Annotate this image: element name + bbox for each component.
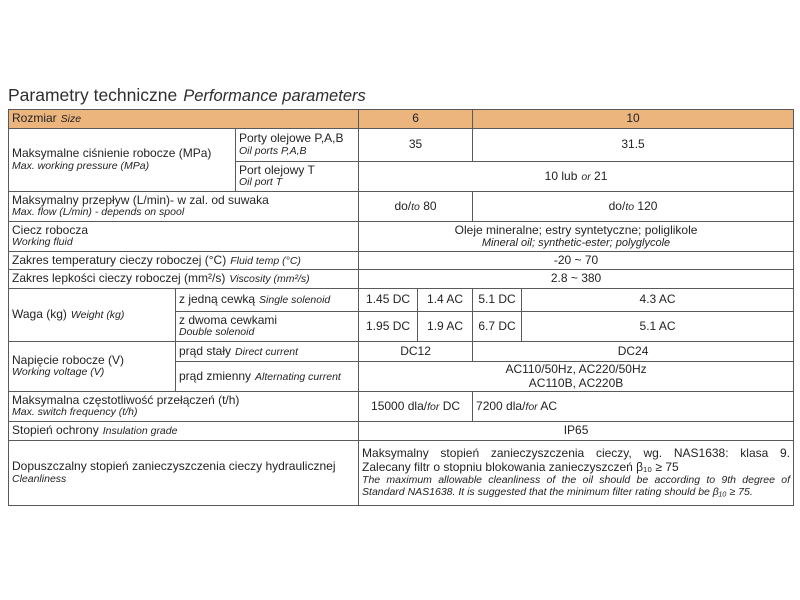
- pressure-pab-size6-value: 35: [359, 129, 473, 162]
- frequency-ac-pre: 7200 dla/: [476, 398, 526, 413]
- frequency-ac-value: [473, 392, 794, 422]
- header-size-10: 10: [473, 110, 794, 129]
- frequency-label-pl: Maksymalna częstotliwość przełączeń (t/h): [12, 392, 240, 407]
- frequency-label-en: Max. switch frequency (t/h): [12, 406, 138, 419]
- cleanliness-label-en: Cleanliness: [12, 472, 67, 485]
- voltage-ac-en: Alternating current: [255, 370, 341, 383]
- insulation-value: IP65: [359, 422, 794, 441]
- weight-single-6ac: 1.4 AC: [418, 289, 473, 312]
- voltage-ac-pl: prąd zmienny: [179, 368, 252, 383]
- weight-double-10ac: 5.1 AC: [522, 312, 794, 342]
- fluid-label: [9, 222, 359, 252]
- insulation-label-en: Insulation grade: [102, 425, 178, 438]
- voltage-dc-en: Direct current: [235, 345, 299, 358]
- header-size-label: [9, 110, 359, 129]
- viscosity-label: [9, 270, 359, 289]
- header-size-6: 6: [359, 110, 473, 129]
- cleanliness-value-pl-line2: Zalecany filtr o stopniu blokowania zanieczyszczeń β₁₀ ≥ 75: [362, 459, 679, 474]
- frequency-label: [9, 392, 359, 422]
- weight-single-en: Single solenoid: [259, 294, 331, 307]
- table-row-weight-single: [9, 289, 794, 312]
- page-title-polish: Parametry techniczne: [8, 85, 178, 105]
- header-size-label-pl: Rozmiar: [12, 111, 57, 126]
- voltage-dc-label: [176, 342, 359, 362]
- table-row-frequency: [9, 392, 794, 422]
- weight-single-6dc: 1.45 DC: [359, 289, 418, 312]
- weight-double-label: [176, 312, 359, 342]
- voltage-dc-pl: prąd stały: [179, 343, 232, 358]
- pressure-port-t-value: [359, 162, 794, 192]
- pressure-port-t-value-pre: 10 lub: [544, 168, 578, 183]
- pressure-label: [9, 129, 236, 192]
- voltage-ac-label: [176, 362, 359, 392]
- voltage-dc-size10-value: DC24: [473, 342, 794, 362]
- fluid-value: [359, 222, 794, 252]
- weight-double-10dc: 6.7 DC: [473, 312, 522, 342]
- table-row-temp: [9, 252, 794, 270]
- pressure-ports-pab-pl: Porty olejowe P,A,B: [239, 131, 344, 146]
- temp-value: -20 ~ 70: [359, 252, 794, 270]
- frequency-dc-it: for: [427, 400, 440, 413]
- temp-label-en: Fluid temp (°C): [230, 254, 301, 267]
- fluid-value-en: Mineral oil; synthetic-ester; polyglycole: [481, 237, 671, 250]
- pressure-pab-size10-value: 31.5: [473, 129, 794, 162]
- fluid-label-pl: Ciecz robocza: [12, 222, 89, 237]
- table-row-flow: [9, 192, 794, 222]
- frequency-dc-pre: 15000 dla/: [371, 398, 428, 413]
- pressure-port-t-value-or: or: [581, 170, 591, 183]
- flow-size10-value: [473, 192, 794, 222]
- cleanliness-value: [359, 441, 794, 506]
- viscosity-value: 2.8 ~ 380: [359, 270, 794, 289]
- page-title-english: Performance parameters: [183, 87, 366, 105]
- cleanliness-value-en: The maximum allowable cleanliness of the oil should be according to 9th degree of Standard NAS1638. It is suggested that the minimum filter rating should be β₁₀ ≥ 75.: [362, 474, 791, 498]
- weight-label: [9, 289, 176, 342]
- weight-double-6ac: 1.9 AC: [418, 312, 473, 342]
- voltage-label-pl: Napięcie robocze (V): [12, 352, 125, 367]
- voltage-label-en: Working voltage (V): [12, 366, 105, 379]
- flow-size10-post: 120: [634, 198, 658, 213]
- pressure-label-pl: Maksymalne ciśnienie robocze (MPa): [12, 146, 212, 161]
- flow-label: [9, 192, 359, 222]
- weight-double-pl: z dwoma cewkami: [179, 312, 278, 327]
- pressure-ports-pab-en: Oil ports P,A,B: [239, 144, 307, 157]
- weight-single-10dc: 5.1 DC: [473, 289, 522, 312]
- voltage-ac-line1: AC110/50Hz, AC220/50Hz: [505, 362, 647, 377]
- header-size-label-en: Size: [60, 113, 82, 126]
- fluid-value-pl: Oleje mineralne; estry syntetyczne; poliglikole: [454, 222, 698, 237]
- flow-size10-pre: do/: [608, 198, 626, 213]
- table-row-header: [9, 110, 794, 129]
- weight-double-6dc: 1.95 DC: [359, 312, 418, 342]
- table-row-viscosity: [9, 270, 794, 289]
- flow-size10-it: to: [625, 200, 635, 213]
- flow-size6-it: to: [411, 200, 420, 213]
- voltage-ac-line2: AC110B, AC220B: [528, 375, 624, 390]
- pressure-label-en: Max. working pressure (MPa): [12, 159, 150, 172]
- table-row-insulation: [9, 422, 794, 441]
- fluid-label-en: Working fluid: [12, 236, 73, 249]
- pressure-port-t-pl: Port olejowy T: [239, 162, 315, 177]
- performance-parameters-table: [8, 109, 794, 506]
- flow-size6-value: [359, 192, 473, 222]
- cleanliness-value-pl-line1: Maksymalny stopień zanieczyszczenia cieczy, wg. NAS1638: klasa 9.: [362, 446, 791, 461]
- flow-size6-pre: do/: [394, 198, 412, 213]
- table-row-pressure-pab: [9, 129, 794, 162]
- weight-single-pl: z jedną cewką: [179, 292, 256, 307]
- pressure-port-t-label: [236, 162, 359, 192]
- viscosity-label-pl: Zakres lepkości cieczy roboczej (mm²/s): [12, 271, 226, 286]
- weight-double-en: Double solenoid: [179, 326, 255, 339]
- flow-label-pl: Maksymalny przepływ (L/min)- w zal. od suwaka: [12, 192, 269, 207]
- cleanliness-label: [9, 441, 359, 506]
- insulation-label-pl: Stopień ochrony: [12, 423, 99, 438]
- flow-label-en: Max. flow (L/min) - depends on spool: [12, 206, 185, 219]
- viscosity-label-en: Viscosity (mm²/s): [229, 273, 310, 286]
- flow-size6-post: 80: [419, 198, 437, 213]
- table-row-voltage-dc: [9, 342, 794, 362]
- frequency-ac-post: AC: [537, 398, 558, 413]
- table-row-fluid: [9, 222, 794, 252]
- weight-single-10ac: 4.3 AC: [522, 289, 794, 312]
- frequency-dc-value: [359, 392, 473, 422]
- table-row-cleanliness: [9, 441, 794, 506]
- pressure-port-t-value-post: 21: [590, 168, 608, 183]
- voltage-dc-size6-value: DC12: [359, 342, 473, 362]
- weight-label-en: Weight (kg): [70, 309, 125, 322]
- weight-single-label: [176, 289, 359, 312]
- frequency-dc-post: DC: [439, 398, 461, 413]
- pressure-ports-pab-label: [236, 129, 359, 162]
- pressure-port-t-en: Oil port T: [239, 176, 283, 189]
- temp-label: [9, 252, 359, 270]
- voltage-label: [9, 342, 176, 392]
- frequency-ac-it: for: [525, 400, 538, 413]
- page-title: [8, 85, 366, 106]
- insulation-label: [9, 422, 359, 441]
- temp-label-pl: Zakres temperatury cieczy roboczej (°C): [12, 252, 227, 267]
- voltage-ac-value: [359, 362, 794, 392]
- weight-label-pl: Waga (kg): [12, 307, 67, 322]
- cleanliness-label-pl: Dopuszczalny stopień zanieczyszczenia cieczy hydraulicznej: [12, 459, 336, 474]
